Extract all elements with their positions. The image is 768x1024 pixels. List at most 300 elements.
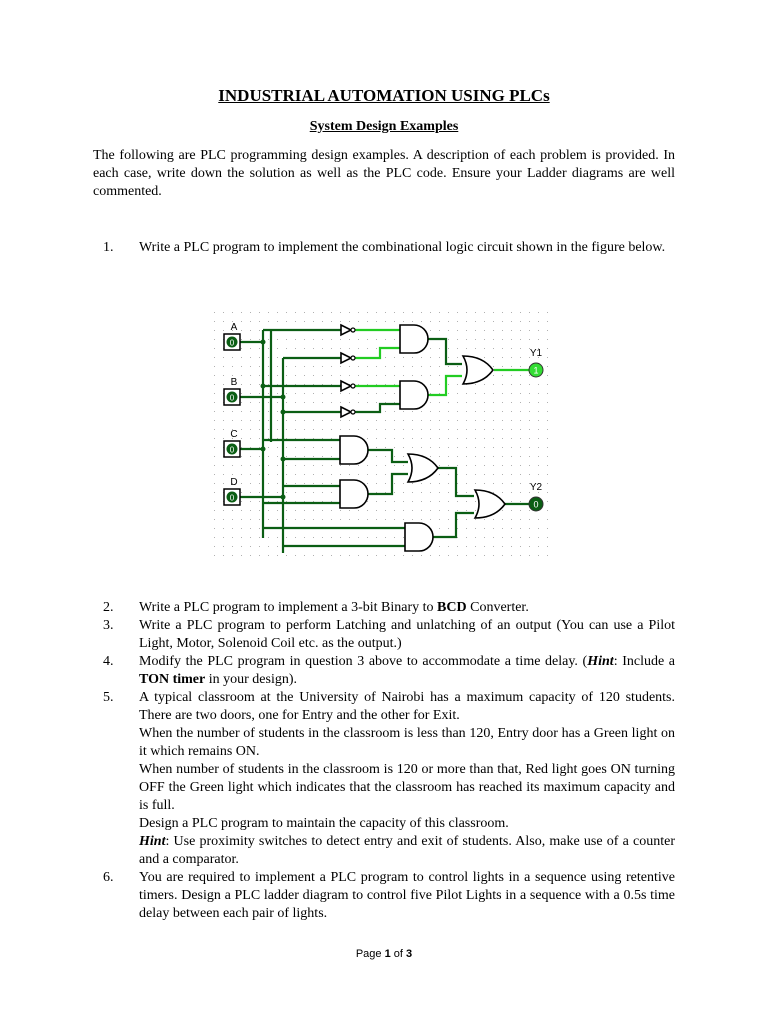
grid-dot <box>349 312 350 313</box>
grid-dot <box>367 420 368 421</box>
grid-dot <box>448 555 449 556</box>
document-subtitle: System Design Examples <box>309 119 459 134</box>
page-footer <box>0 948 768 960</box>
grid-dot <box>241 411 242 412</box>
grid-dot <box>304 501 305 502</box>
grid-dot <box>214 429 215 430</box>
grid-dot <box>394 555 395 556</box>
grid-dot <box>259 510 260 511</box>
wire-low <box>368 450 408 462</box>
grid-dot <box>412 501 413 502</box>
grid-dot <box>466 438 467 439</box>
grid-dot <box>304 429 305 430</box>
grid-dot <box>502 375 503 376</box>
grid-dot <box>547 510 548 511</box>
grid-dot <box>277 429 278 430</box>
grid-dot <box>484 438 485 439</box>
grid-dot <box>502 393 503 394</box>
grid-dot <box>538 339 539 340</box>
grid-dot <box>457 393 458 394</box>
grid-dot <box>394 510 395 511</box>
grid-dot <box>511 447 512 448</box>
grid-dot <box>520 438 521 439</box>
input-value: 0 <box>229 445 235 455</box>
grid-dot <box>520 429 521 430</box>
grid-dot <box>367 375 368 376</box>
grid-dot <box>457 402 458 403</box>
grid-dot <box>304 339 305 340</box>
grid-dot <box>331 402 332 403</box>
question-2 <box>93 599 675 617</box>
wire-low <box>368 474 408 494</box>
grid-dot <box>475 519 476 520</box>
grid-dot <box>511 528 512 529</box>
grid-dot <box>529 393 530 394</box>
grid-dot <box>322 375 323 376</box>
grid-dot <box>349 510 350 511</box>
grid-dot <box>403 519 404 520</box>
grid-dot <box>484 411 485 412</box>
grid-dot <box>493 393 494 394</box>
grid-dot <box>466 447 467 448</box>
grid-dot <box>547 474 548 475</box>
bold-term: BCD <box>437 600 467 615</box>
grid-dot <box>286 510 287 511</box>
grid-dot <box>439 357 440 358</box>
grid-dot <box>520 375 521 376</box>
grid-dot <box>367 321 368 322</box>
grid-dot <box>448 330 449 331</box>
grid-dot <box>358 510 359 511</box>
grid-dot <box>331 375 332 376</box>
grid-dot <box>439 429 440 430</box>
grid-dot <box>412 312 413 313</box>
grid-dot <box>394 384 395 385</box>
grid-dot <box>466 492 467 493</box>
wire-junction <box>261 447 266 452</box>
grid-dot <box>268 438 269 439</box>
wire-junction <box>281 457 286 462</box>
grid-dot <box>484 393 485 394</box>
grid-dot <box>340 321 341 322</box>
grid-dot <box>385 519 386 520</box>
grid-dot <box>538 393 539 394</box>
grid-dot <box>241 366 242 367</box>
grid-dot <box>511 492 512 493</box>
grid-dot <box>367 474 368 475</box>
grid-dot <box>448 366 449 367</box>
grid-dot <box>412 492 413 493</box>
grid-dot <box>376 501 377 502</box>
grid-dot <box>511 555 512 556</box>
grid-dot <box>295 384 296 385</box>
grid-dot <box>529 339 530 340</box>
grid-dot <box>331 321 332 322</box>
grid-dot <box>322 447 323 448</box>
grid-dot <box>529 411 530 412</box>
grid-dot <box>466 393 467 394</box>
grid-dot <box>367 348 368 349</box>
grid-dot <box>511 537 512 538</box>
grid-dot <box>286 555 287 556</box>
grid-dot <box>448 501 449 502</box>
grid-dot <box>385 375 386 376</box>
grid-dot <box>394 519 395 520</box>
grid-dot <box>538 474 539 475</box>
grid-dot <box>457 411 458 412</box>
grid-dot <box>277 357 278 358</box>
grid-dot <box>385 537 386 538</box>
grid-dot <box>214 501 215 502</box>
grid-dot <box>520 420 521 421</box>
grid-dot <box>493 321 494 322</box>
grid-dot <box>520 537 521 538</box>
grid-dot <box>493 411 494 412</box>
not-gate-bubble <box>351 356 355 360</box>
grid-dot <box>250 447 251 448</box>
grid-dot <box>439 501 440 502</box>
question-number: 4. <box>103 654 114 669</box>
grid-dot <box>313 366 314 367</box>
grid-dot <box>430 411 431 412</box>
grid-dot <box>250 384 251 385</box>
grid-dot <box>376 375 377 376</box>
grid-dot <box>457 546 458 547</box>
question-text: You are required to implement a PLC program to control lights in a sequence using retentive timers. Design a PLC ladder diagram to control five Pilot Lights in a sequence with a 0.5s time delay between each pair of lights. <box>139 870 675 921</box>
grid-dot <box>259 456 260 457</box>
grid-dot <box>448 510 449 511</box>
grid-dot <box>475 411 476 412</box>
grid-dot <box>529 375 530 376</box>
grid-dot <box>277 510 278 511</box>
grid-dot <box>394 411 395 412</box>
grid-dot <box>511 519 512 520</box>
grid-dot <box>547 492 548 493</box>
not-gate <box>341 381 351 391</box>
and-gate <box>400 381 428 409</box>
grid-dot <box>385 555 386 556</box>
grid-dot <box>529 519 530 520</box>
grid-dot <box>214 357 215 358</box>
grid-dot <box>520 402 521 403</box>
grid-dot <box>331 438 332 439</box>
grid-dot <box>232 357 233 358</box>
grid-dot <box>286 393 287 394</box>
grid-dot <box>340 402 341 403</box>
grid-dot <box>538 438 539 439</box>
grid-dot <box>502 528 503 529</box>
grid-dot <box>376 312 377 313</box>
grid-dot <box>322 519 323 520</box>
grid-dot <box>223 330 224 331</box>
current-page: 1 <box>384 948 391 960</box>
grid-dot <box>538 384 539 385</box>
grid-dot <box>493 339 494 340</box>
grid-dot <box>385 339 386 340</box>
grid-dot <box>430 420 431 421</box>
grid-dot <box>295 438 296 439</box>
grid-dot <box>214 456 215 457</box>
grid-dot <box>358 555 359 556</box>
grid-dot <box>448 420 449 421</box>
grid-dot <box>502 483 503 484</box>
grid-dot <box>322 366 323 367</box>
grid-dot <box>367 501 368 502</box>
grid-dot <box>277 348 278 349</box>
grid-dot <box>331 312 332 313</box>
grid-dot <box>511 456 512 457</box>
grid-dot <box>241 537 242 538</box>
grid-dot <box>421 366 422 367</box>
grid-dot <box>313 429 314 430</box>
grid-dot <box>439 447 440 448</box>
grid-dot <box>277 384 278 385</box>
grid-dot <box>232 555 233 556</box>
grid-dot <box>403 366 404 367</box>
grid-dot <box>250 375 251 376</box>
grid-dot <box>304 492 305 493</box>
grid-dot <box>475 384 476 385</box>
grid-dot <box>493 366 494 367</box>
question-text: : Include a <box>613 654 675 669</box>
grid-dot <box>493 465 494 466</box>
grid-dot <box>430 312 431 313</box>
grid-dot <box>376 384 377 385</box>
grid-dot <box>385 474 386 475</box>
grid-dot <box>430 366 431 367</box>
grid-dot <box>484 447 485 448</box>
grid-dot <box>475 528 476 529</box>
grid-dot <box>250 474 251 475</box>
grid-dot <box>403 456 404 457</box>
grid-dot <box>376 321 377 322</box>
grid-dot <box>358 339 359 340</box>
grid-dot <box>439 384 440 385</box>
grid-dot <box>430 510 431 511</box>
grid-dot <box>241 501 242 502</box>
question-6 <box>93 869 675 923</box>
grid-dot <box>250 321 251 322</box>
grid-dot <box>358 393 359 394</box>
grid-dot <box>394 357 395 358</box>
grid-dot <box>493 429 494 430</box>
grid-dot <box>430 429 431 430</box>
grid-dot <box>358 474 359 475</box>
grid-dot <box>358 420 359 421</box>
input-label: A <box>230 322 238 333</box>
grid-dot <box>250 366 251 367</box>
grid-dot <box>232 411 233 412</box>
grid-dot <box>304 519 305 520</box>
grid-dot <box>520 321 521 322</box>
grid-dot <box>547 402 548 403</box>
grid-dot <box>484 465 485 466</box>
grid-dot <box>502 330 503 331</box>
grid-dot <box>421 519 422 520</box>
grid-dot <box>547 546 548 547</box>
grid-dot <box>466 411 467 412</box>
grid-dot <box>313 465 314 466</box>
grid-dot <box>412 420 413 421</box>
grid-dot <box>349 402 350 403</box>
grid-dot <box>349 393 350 394</box>
grid-dot <box>547 348 548 349</box>
grid-dot <box>295 429 296 430</box>
grid-dot <box>403 321 404 322</box>
grid-dot <box>367 465 368 466</box>
grid-dot <box>466 429 467 430</box>
grid-dot <box>394 321 395 322</box>
grid-dot <box>214 519 215 520</box>
grid-dot <box>466 312 467 313</box>
grid-dot <box>214 330 215 331</box>
grid-dot <box>223 465 224 466</box>
grid-dot <box>313 447 314 448</box>
grid-dot <box>259 447 260 448</box>
question-number: 5. <box>103 690 114 705</box>
grid-dot <box>295 366 296 367</box>
grid-dot <box>259 393 260 394</box>
grid-dot <box>475 447 476 448</box>
grid-dot <box>259 420 260 421</box>
grid-dot <box>286 429 287 430</box>
grid-dot <box>358 429 359 430</box>
grid-dot <box>529 510 530 511</box>
question-text: in your design). <box>205 672 297 687</box>
grid-dot <box>322 510 323 511</box>
grid-dot <box>250 528 251 529</box>
grid-dot <box>223 528 224 529</box>
grid-dot <box>214 393 215 394</box>
grid-dot <box>412 357 413 358</box>
grid-dot <box>475 546 476 547</box>
grid-dot <box>358 348 359 349</box>
grid-dot <box>340 339 341 340</box>
grid-dot <box>313 501 314 502</box>
grid-dot <box>403 429 404 430</box>
grid-dot <box>538 312 539 313</box>
grid-dot <box>322 339 323 340</box>
grid-dot <box>412 438 413 439</box>
grid-dot <box>457 456 458 457</box>
grid-dot <box>322 438 323 439</box>
grid-dot <box>241 438 242 439</box>
grid-dot <box>547 321 548 322</box>
grid-dot <box>214 321 215 322</box>
grid-dot <box>295 501 296 502</box>
grid-dot <box>457 321 458 322</box>
grid-dot <box>448 384 449 385</box>
grid-dot <box>502 339 503 340</box>
grid-dot <box>223 321 224 322</box>
grid-dot <box>484 474 485 475</box>
grid-dot <box>367 429 368 430</box>
grid-dot <box>223 384 224 385</box>
grid-dot <box>475 429 476 430</box>
grid-dot <box>502 465 503 466</box>
grid-dot <box>493 546 494 547</box>
grid-dot <box>349 519 350 520</box>
grid-dot <box>250 546 251 547</box>
grid-dot <box>403 555 404 556</box>
input-value: 0 <box>229 493 235 503</box>
grid-dot <box>538 456 539 457</box>
grid-dot <box>529 555 530 556</box>
grid-dot <box>520 546 521 547</box>
grid-dot <box>295 339 296 340</box>
grid-dot <box>538 465 539 466</box>
grid-dot <box>538 537 539 538</box>
grid-dot <box>457 501 458 502</box>
grid-dot <box>538 447 539 448</box>
grid-dot <box>277 483 278 484</box>
question-number: 2. <box>103 600 114 615</box>
grid-dot <box>322 348 323 349</box>
grid-dot <box>340 465 341 466</box>
grid-dot <box>214 384 215 385</box>
grid-dot <box>502 519 503 520</box>
grid-dot <box>358 537 359 538</box>
grid-dot <box>277 411 278 412</box>
input-value: 0 <box>229 393 235 403</box>
grid-dot <box>259 366 260 367</box>
hint-label: Hint <box>587 654 614 669</box>
grid-dot <box>502 402 503 403</box>
grid-dot <box>475 510 476 511</box>
grid-dot <box>385 366 386 367</box>
grid-dot <box>331 474 332 475</box>
grid-dot <box>331 384 332 385</box>
grid-dot <box>322 402 323 403</box>
grid-dot <box>268 456 269 457</box>
grid-dot <box>340 519 341 520</box>
grid-dot <box>484 402 485 403</box>
grid-dot <box>322 483 323 484</box>
grid-dot <box>241 447 242 448</box>
grid-dot <box>430 492 431 493</box>
grid-dot <box>286 339 287 340</box>
grid-dot <box>349 375 350 376</box>
total-pages: 3 <box>406 948 413 960</box>
grid-dot <box>538 528 539 529</box>
grid-dot <box>304 438 305 439</box>
grid-dot <box>304 366 305 367</box>
grid-dot <box>385 483 386 484</box>
grid-dot <box>349 465 350 466</box>
grid-dot <box>502 357 503 358</box>
grid-dot <box>214 510 215 511</box>
grid-dot <box>304 510 305 511</box>
grid-dot <box>250 411 251 412</box>
grid-dot <box>430 393 431 394</box>
grid-dot <box>385 492 386 493</box>
grid-dot <box>214 438 215 439</box>
grid-dot <box>520 528 521 529</box>
grid-dot <box>250 501 251 502</box>
grid-dot <box>268 546 269 547</box>
grid-dot <box>295 420 296 421</box>
grid-dot <box>439 555 440 556</box>
grid-dot <box>223 555 224 556</box>
grid-dot <box>475 339 476 340</box>
grid-dot <box>322 384 323 385</box>
grid-dot <box>304 384 305 385</box>
grid-dot <box>241 375 242 376</box>
grid-dot <box>538 321 539 322</box>
grid-dot <box>475 321 476 322</box>
grid-dot <box>322 537 323 538</box>
grid-dot <box>421 429 422 430</box>
